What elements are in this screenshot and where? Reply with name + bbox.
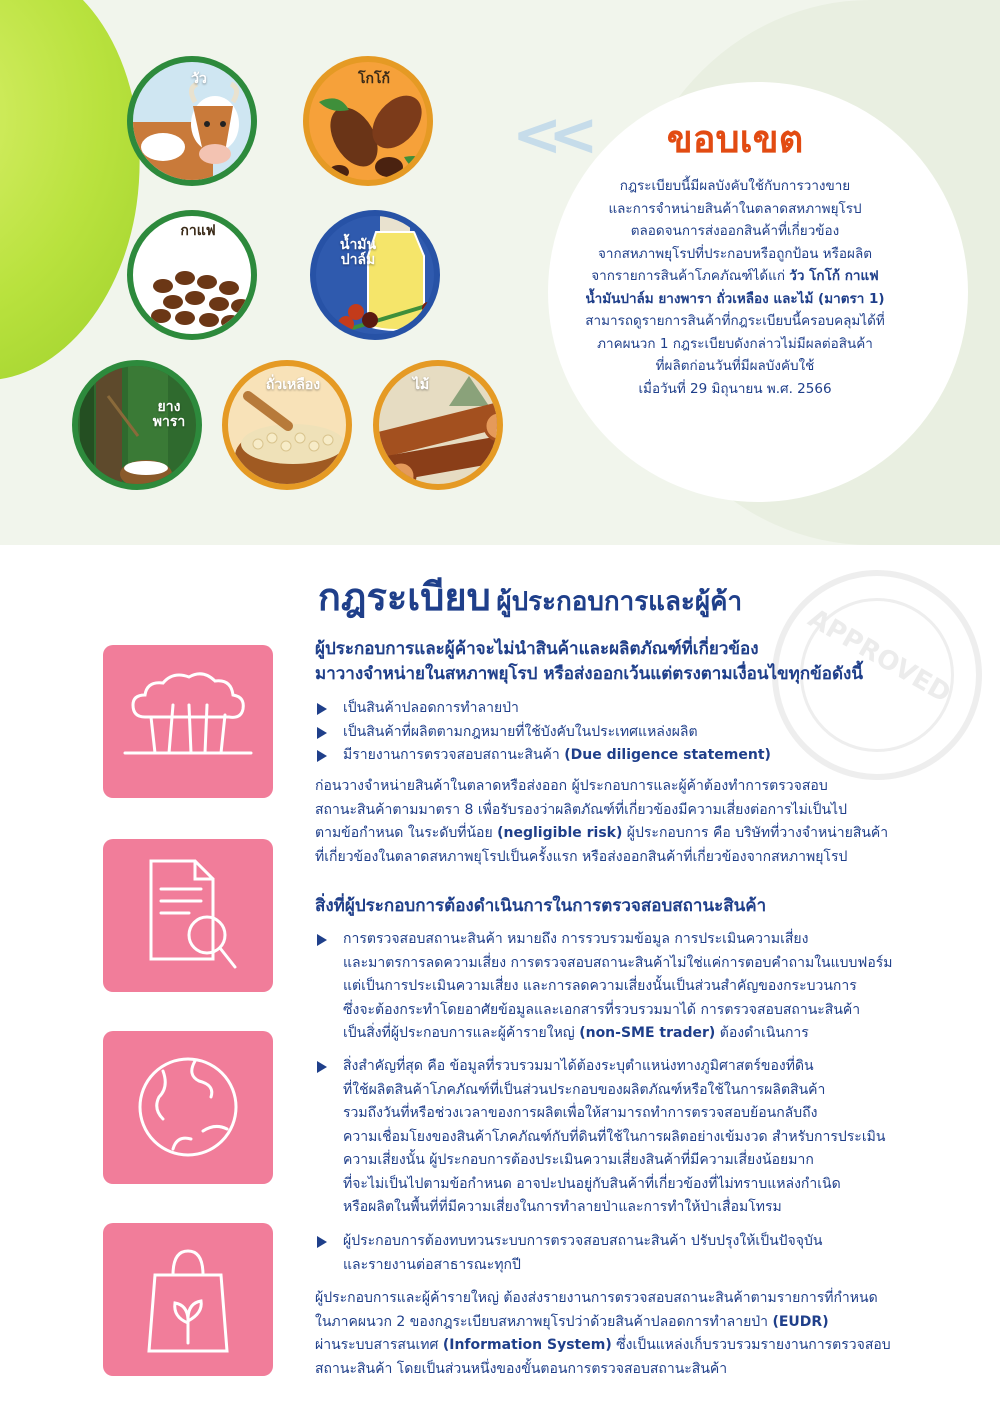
conditions-list: [315, 697, 771, 768]
bullet-triangle-icon: [317, 934, 327, 946]
wood-label: ไม้: [412, 377, 430, 393]
bullet-triangle-icon: [317, 1061, 327, 1073]
page-title: [210, 566, 850, 627]
rubber-commodity: [72, 360, 202, 490]
reporting-paragraph: ผู้ประกอบการและผู้ค้ารายใหญ่ ต้องส่งรายงานการตรวจสอบสถานะสินค้าตามรายการที่กำหนด ในภาคผนวก 2 ของกฎระเบียบสหภาพยุโรปว่าด้วยสินค้าปลอดการทำลายป่า (EUDR) ผ่านระบบสารสนเทศ (Information System) ซึ่งเป็นแหล่งเก็บรวบรวมรายงานการตรวจสอบ สถานะสินค้า โดยเป็นส่วนหนึ่งของขั้นตอนการตรวจสอบสถานะสินค้า: [315, 1290, 891, 1377]
globe-icon: [103, 1031, 273, 1184]
dd-item-2: สิ่งสำคัญที่สุด คือ ข้อมูลที่รวบรวมมาได้ต้องระบุตำแหน่งทางภูมิศาสตร์ของที่ดิน ที่ใช้ผลิตสินค้าโภคภัณฑ์ที่เป็นส่วนประกอบของผลิตภัณฑ์หรือใช้ในการผลิตสินค้า รวมถึงวันที่หรือช่วงเวลาของการผลิตเพื่อให้สามารถทำการตรวจสอบย้อนกลับถึง ความเชื่อมโยงของสินค้าโภคภัณฑ์กับที่ดินที่ใช้ในการผลิตอย่างเข้มงวด สำหรับการประเมิน ความเสี่ยงนั้น ผู้ประกอบการต้องประเมินความเสี่ยงสินค้าที่มีความเสี่ยงน้อยมาก ที่จะไม่เป็นไปตามข้อกำหนด อาจปะปนอยู่กับสินค้าที่เกี่ยวข้องที่ไม่ทราบแหล่งกำเนิด หรือผลิตในพื้นที่ที่มีความเสี่ยงในการทำลายป่าและการทำให้ป่าเสื่อมโทรม: [315, 1055, 885, 1220]
eco-bag-icon-box: [103, 1223, 273, 1376]
palm-oil-commodity: [310, 210, 440, 340]
scope-body: กฎระเบียบนี้มีผลบังคับใช้กับการวางขาย และการจำหน่ายสินค้าในตลาดสหภาพยุโรป ตลอดจนการส่งออกสินค้าที่เกี่ยวข้อง จากสหภาพยุโรปที่ประกอบหรือถูกป้อน หรือผลิต จากรายการสินค้าโภคภัณฑ์ได้แก่ วัว โกโก้ กาแฟ น้ำมันปาล์ม ยางพารา ถั่วเหลือง และไม้ (มาตรา 1) สามารถดูรายการสินค้าที่กฎระเบียบนี้ครอบคลุมได้ที่ ภาคผนวก 1 กฎระเบียบดังกล่าวไม่มีผลต่อสินค้า ที่ผลิตก่อนวันที่มีผลบังคับใช้ เมื่อวันที่ 29 มิถุนายน พ.ศ. 2566: [585, 178, 885, 397]
globe-icon-box: [103, 1031, 273, 1184]
palm-oil-bottle-icon: [316, 216, 440, 340]
document-search-icon-box: [103, 839, 273, 992]
due-diligence-paragraph: ก่อนวางจำหน่ายสินค้าในตลาดหรือส่งออก ผู้ประกอบการและผู้ค้าต้องทำการตรวจสอบ สถานะสินค้าตามมาตรา 8 เพื่อรับรองว่าผลิตภัณฑ์ที่เกี่ยวข้องมีความเสี่ยงต่อการไม่เป็นไป ตามข้อกำหนด ในระดับที่น้อย (negligible risk) ผู้ประกอบการ คือ บริษัทที่วางจำหน่ายสินค้า ที่เกี่ยวข้องในตลาดสหภาพยุโรปเป็นครั้งแรก หรือส่งออกสินค้าที่เกี่ยวข้องจากสหภาพยุโรป: [315, 778, 889, 865]
cow-label: วัว: [191, 71, 207, 87]
coffee-commodity: [127, 210, 257, 340]
coffee-label: กาแฟ: [180, 223, 216, 239]
scope-panel: [0, 0, 1000, 545]
rubber-label: ยาง พารา: [152, 399, 186, 430]
condition-item: เป็นสินค้าปลอดการทำลายป่า: [315, 697, 771, 721]
bullet-triangle-icon: [317, 727, 327, 739]
scope-title: ขอบเขต: [666, 117, 804, 161]
dd-item-1: การตรวจสอบสถานะสินค้า หมายถึง การรวบรวมข้อมูล การประเมินความเสี่ยง และมาตรการลดความเสี่ยง การตรวจสอบสถานะสินค้าไม่ใช่แค่การตอบคำถามในแบบฟอร์ม แต่เป็นการประเมินความเสี่ยง และการลดความเสี่ยงนั้นเป็นส่วนสำคัญของกระบวนการ ซึ่งจะต้องกระทำโดยอาศัยข้อมูลและเอกสารที่รวบรวมมาได้ การตรวจสอบสถานะสินค้า เป็นสิ่งที่ผู้ประกอบการและผู้ค้ารายใหญ่ (non-SME trader) ต้องดำเนินการ: [315, 928, 892, 1046]
cocoa-commodity: [303, 56, 433, 186]
soybean-commodity: [222, 360, 352, 490]
condition-item: เป็นสินค้าที่ผลิตตามกฎหมายที่ใช้บังคับในประเทศแหล่งผลิต: [315, 721, 771, 745]
section-heading: สิ่งที่ผู้ประกอบการต้องดำเนินการในการตรวจสอบสถานะสินค้า: [315, 896, 767, 916]
bullet-triangle-icon: [317, 703, 327, 715]
forest-icon-box: [103, 645, 273, 798]
due-diligence-list: [315, 928, 892, 1046]
eco-bag-icon: [103, 1223, 273, 1376]
cow-commodity: [127, 56, 257, 186]
bullet-triangle-icon: [317, 750, 327, 762]
bullet-triangle-icon: [317, 1236, 327, 1248]
soybean-label: ถั่วเหลือง: [265, 377, 321, 393]
document-search-icon: [103, 839, 273, 992]
timber-logs-icon: [379, 366, 503, 490]
palm-oil-label: น้ำมัน ปาล์ม: [339, 237, 377, 268]
cocoa-label: โกโก้: [358, 71, 390, 87]
title-sub: ผู้ประกอบการและผู้ค้า: [496, 587, 743, 617]
intro-heading: ผู้ประกอบการและผู้ค้าจะไม่นำสินค้าและผลิตภัณฑ์ที่เกี่ยวข้อง มาวางจำหน่ายในสหภาพยุโรป หรือส่งออกเว้นแต่ตรงตามเงื่อนไขทุกข้อดังนี้: [315, 639, 863, 684]
title-main: กฎระเบียบ: [317, 575, 491, 619]
wood-commodity: [373, 360, 503, 490]
forest-icon: [103, 645, 273, 798]
chevron-left-icon: <<: [512, 100, 585, 170]
banana-leaf-decoration: [0, 0, 168, 399]
due-diligence-list-3: [315, 1230, 822, 1277]
condition-item: มีรายงานการตรวจสอบสถานะสินค้า (Due diligence statement): [315, 744, 771, 768]
dd-item-3: ผู้ประกอบการต้องทบทวนระบบการตรวจสอบสถานะสินค้า ปรับปรุงให้เป็นปัจจุบัน และรายงานต่อสาธารณะทุกปี: [315, 1230, 822, 1277]
due-diligence-list-2: [315, 1055, 885, 1220]
approved-stamp-text: APPROVED: [802, 603, 956, 710]
